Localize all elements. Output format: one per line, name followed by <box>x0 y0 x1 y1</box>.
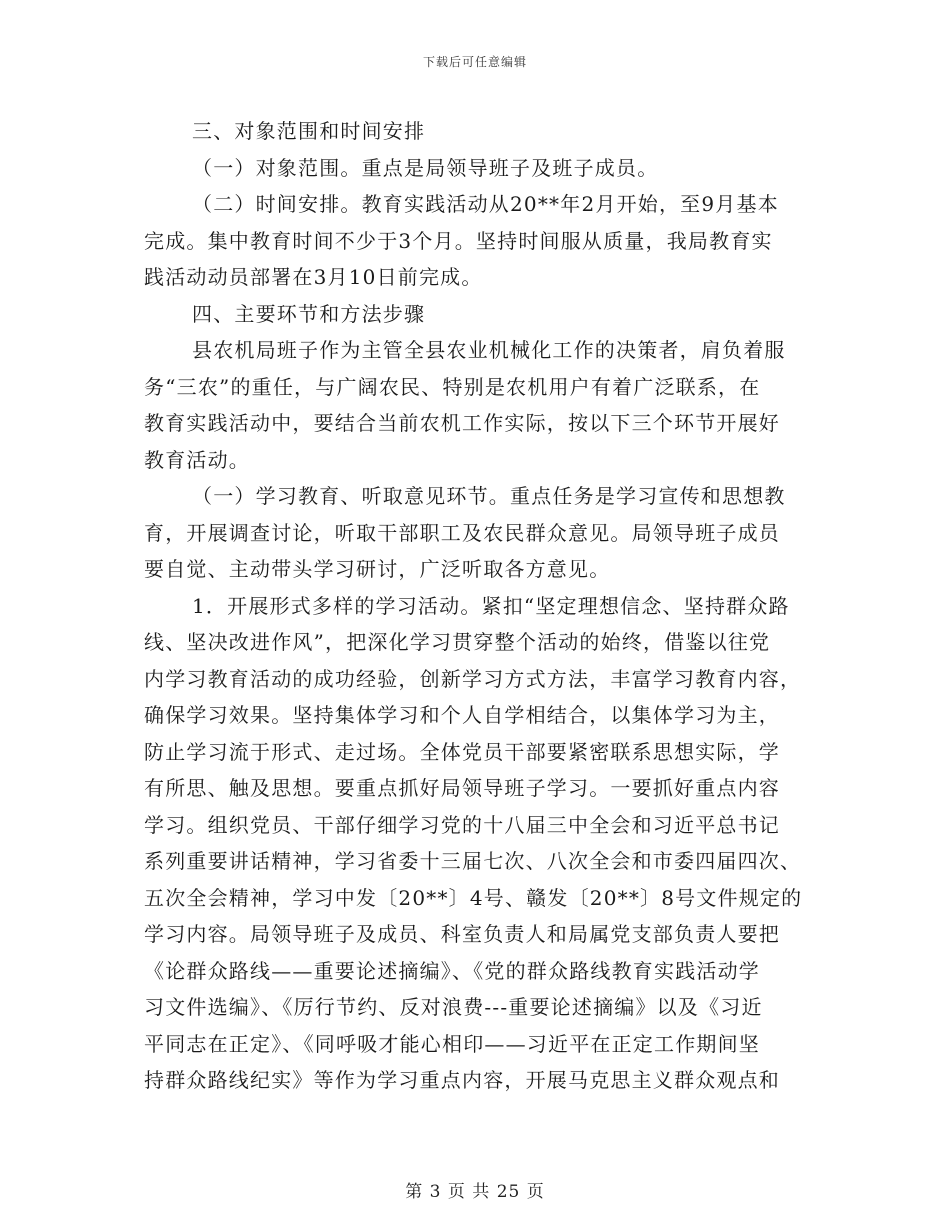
text-line: 防止学习流于形式、走过场。全体党员干部要紧密联系思想实际，学 <box>144 739 780 764</box>
text-line: 践活动动员部署在3月10日前完成。 <box>144 265 483 289</box>
page-header: 下载后可任意编辑 <box>422 55 527 69</box>
text-line: （二）时间安排。教育实践活动从20**年2月开始，至9月基本 <box>192 192 779 216</box>
text-line: 学习。组织党员、干部仔细学习党的十八届三中全会和习近平总书记 <box>144 812 780 837</box>
text-line: 线、坚决改进作风”，把深化学习贯穿整个活动的始终，借鉴以往党 <box>144 630 771 654</box>
text-line: 习文件选编》、《厉行节约、反对浪费---重要论述摘编》以及《习近 <box>144 995 763 1019</box>
text-line: 五次全会精神，学习中发〔20**〕4号、赣发〔20**〕8号文件规定的 <box>144 885 803 910</box>
text-line: 系列重要讲话精神，学习省委十三届七次、八次全会和市委四届四次、 <box>144 849 802 873</box>
text-line: 县农机局班子作为主管全县农业机械化工作的决策者，肩负着服 <box>192 338 786 362</box>
text-line: 《论群众路线——重要论述摘编》、《党的群众路线教育实践活动学 <box>144 958 760 983</box>
text-line: 教育活动。 <box>144 447 250 472</box>
text-line: 内学习教育活动的成功经验，创新学习方式方法，丰富学习教育内容， <box>144 666 802 691</box>
text-line: 完成。集中教育时间不少于3个月。坚持时间服从质量，我局教育实 <box>144 228 773 253</box>
text-line: 1．开展形式多样的学习活动。紧扣“坚定理想信念、坚持群众路 <box>192 593 790 618</box>
document-body <box>144 113 806 1099</box>
page-number: 第 3 页 共 25 页 <box>405 1182 545 1202</box>
text-line: 教育实践活动中，要结合当前农机工作实际，按以下三个环节开展好 <box>144 411 780 435</box>
text-line: 要自觉、主动带头学习研讨，广泛听取各方意见。 <box>144 557 611 581</box>
text-line: 学习内容。局领导班子及成员、科室负责人和局属党支部负责人要把 <box>144 922 780 946</box>
text-line: 育，开展调查讨论，听取干部职工及农民群众意见。局领导班子成员 <box>144 520 780 545</box>
text-line: 确保学习效果。坚持集体学习和个人自学相结合，以集体学习为主， <box>144 703 780 727</box>
text-line: 三、对象范围和时间安排 <box>192 119 426 143</box>
text-line: 平同志在正定》、《同呼吸才能心相印——习近平在正定工作期间坚 <box>144 1031 760 1056</box>
text-line: 务“三农”的重任，与广阔农民、特别是农机用户有着广泛联系，在 <box>144 374 761 399</box>
text-line: （一）学习教育、听取意见环节。重点任务是学习宣传和思想教 <box>192 484 786 508</box>
text-line: 持群众路线纪实》等作为学习重点内容，开展马克思主义群众观点和 <box>144 1068 780 1092</box>
text-line: 有所思、触及思想。要重点抓好局领导班子学习。一要抓好重点内容 <box>144 776 780 800</box>
text-line: （一）对象范围。重点是局领导班子及班子成员。 <box>192 155 659 180</box>
text-line: 四、主要环节和方法步骤 <box>192 301 426 326</box>
